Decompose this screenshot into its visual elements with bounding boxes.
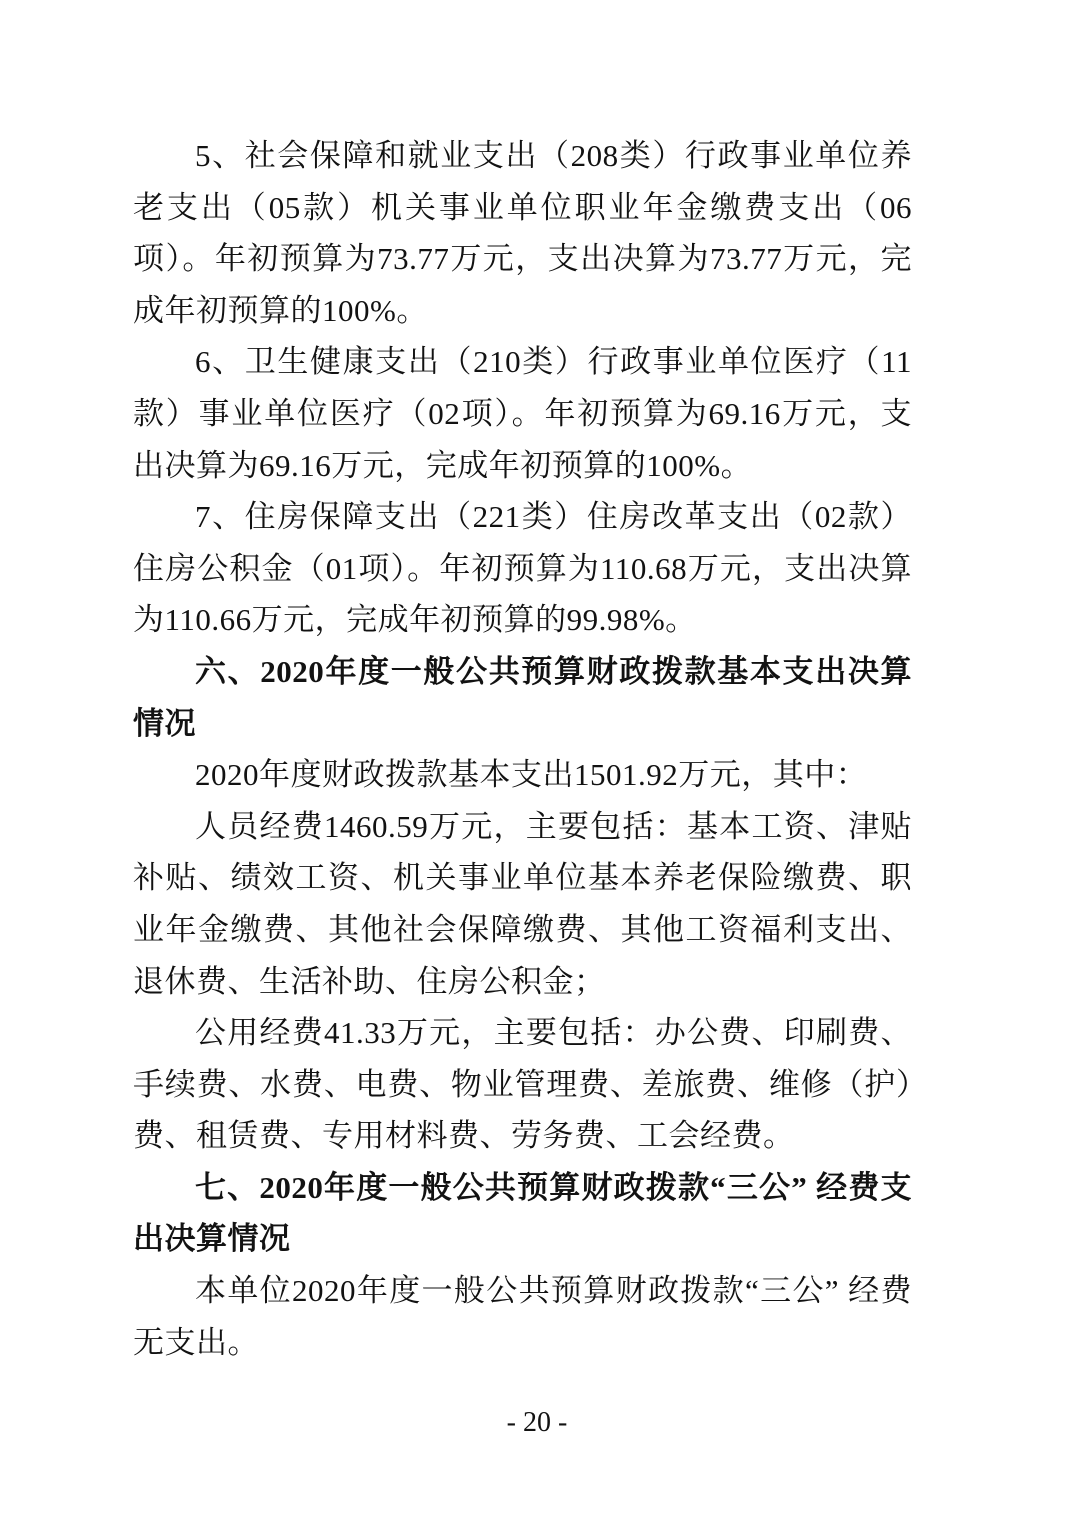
paragraph-item-6-health: 6、卫生健康支出（210类）行政事业单位医疗（11款）事业单位医疗（02项）。年初预算为69.16万元，支出决算为69.16万元，完成年初预算的100%。 — [133, 344, 912, 483]
section-heading-7-three-public-funds: 七、2020年度一般公共预算财政拨款“三公” 经费支出决算情况 — [133, 1169, 912, 1257]
paragraph-item-7-housing: 7、住房保障支出（221类）住房改革支出（02款）住房公积金（01项）。年初预算为110.68万元，支出决算为110.66万元，完成年初预算的99.98%。 — [133, 499, 912, 638]
paragraph-public-funds: 公用经费41.33万元，主要包括：办公费、印刷费、手续费、水费、电费、物业管理费、差旅费、维修（护）费、租赁费、专用材料费、劳务费、工会经费。 — [133, 1015, 912, 1154]
document-body — [133, 130, 912, 1368]
paragraph-basic-expenditure-total: 2020年度财政拨款基本支出1501.92万元，其中： — [195, 757, 868, 793]
paragraph-personnel-funds: 人员经费1460.59万元，主要包括：基本工资、津贴补贴、绩效工资、机关事业单位基本养老保险缴费、职业年金缴费、其他社会保障缴费、其他工资福利支出、退休费、生活补助、住房公积金； — [133, 808, 912, 999]
section-heading-6-basic-expenditure: 六、2020年度一般公共预算财政拨款基本支出决算情况 — [133, 653, 912, 741]
paragraph-no-expenditure: 本单位2020年度一般公共预算财政拨款“三公” 经费无支出。 — [133, 1273, 912, 1360]
page-number: - 20 - — [506, 1407, 568, 1438]
paragraph-item-5-social-security: 5、社会保障和就业支出（208类）行政事业单位养老支出（05款）机关事业单位职业年金缴费支出（06项）。年初预算为73.77万元，支出决算为73.77万元，完成年初预算的100%。 — [133, 138, 912, 328]
